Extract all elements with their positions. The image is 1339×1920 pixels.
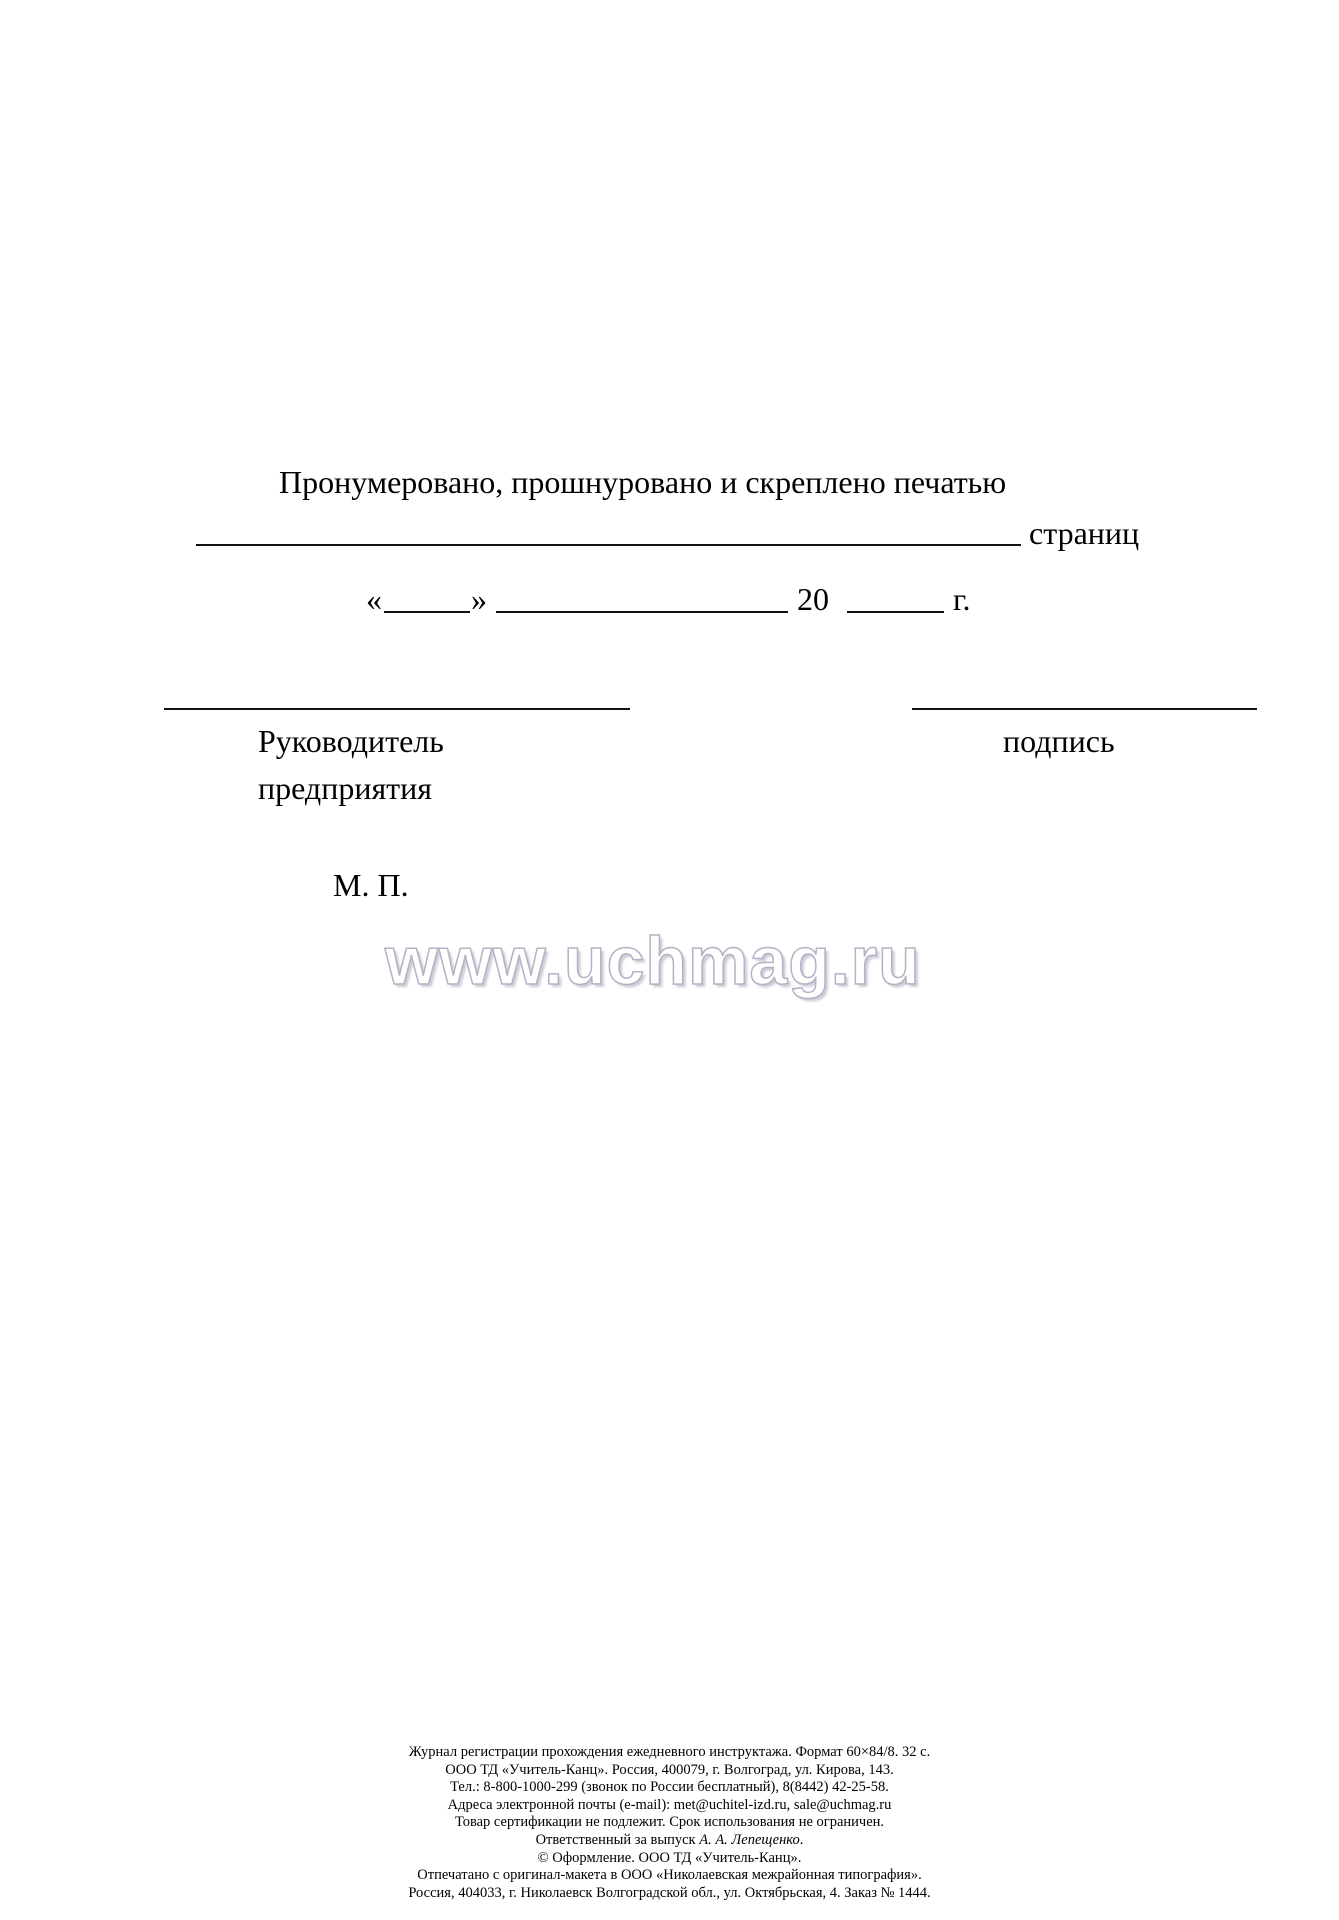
date-year-suffix: г. (953, 581, 971, 617)
date-open-quote: « (366, 581, 382, 617)
imprint-line: ООО ТД «Учитель-Канц». Россия, 400079, г. Волгоград, ул. Кирова, 143. (445, 1761, 894, 1778)
responsible-name: А. А. Лепещенко (699, 1831, 800, 1848)
certification-title: Пронумеровано, прошнуровано и скреплено печатью (279, 464, 1007, 500)
imprint-line: Товар сертификации не подлежит. Срок использования не ограничен. (454, 1814, 885, 1831)
pages-count-blank (196, 544, 1021, 546)
head-label-line2: предприятия (258, 770, 432, 806)
date-year-blank (847, 611, 944, 613)
responsible-suffix: . (799, 1831, 804, 1848)
imprint-line: © Оформление. ООО ТД «Учитель-Канц». (537, 1849, 802, 1866)
stamp-label: М. П. (333, 867, 409, 903)
imprint-line: Адреса электронной почты (e-mail): met@uchitel-izd.ru, sale@uchmag.ru (447, 1796, 892, 1813)
imprint-line: Журнал регистрации прохождения ежедневного инструктажа. Формат 60×84/8. 32 с. (408, 1744, 931, 1760)
imprint-line: Отпечатано с оригинал-макета в ООО «Николаевская межрайонная типография». (417, 1867, 922, 1884)
date-day-blank (384, 611, 470, 613)
signature-label: подпись (1003, 723, 1115, 759)
pages-suffix: страниц (1029, 515, 1140, 551)
imprint-block (0, 1744, 1339, 1902)
imprint-line: Тел.: 8-800-1000-299 (звонок по России бесплатный), 8(8442) 42-25-58. (450, 1779, 889, 1796)
date-century: 20 (797, 581, 829, 617)
responsible-prefix: Ответственный за выпуск (535, 1831, 700, 1848)
head-label-line1: Руководитель (258, 723, 444, 759)
signature-line (912, 708, 1257, 710)
head-name-line (164, 708, 630, 710)
imprint-line-responsible (0, 1832, 1339, 1850)
date-close-quote: » (471, 581, 487, 617)
watermark: www.uchmag.ru (385, 923, 921, 999)
date-month-blank (496, 611, 788, 613)
imprint-line: Россия, 404033, г. Николаевск Волгоградской обл., ул. Октябрьская, 4. Заказ № 1444. (408, 1884, 931, 1901)
